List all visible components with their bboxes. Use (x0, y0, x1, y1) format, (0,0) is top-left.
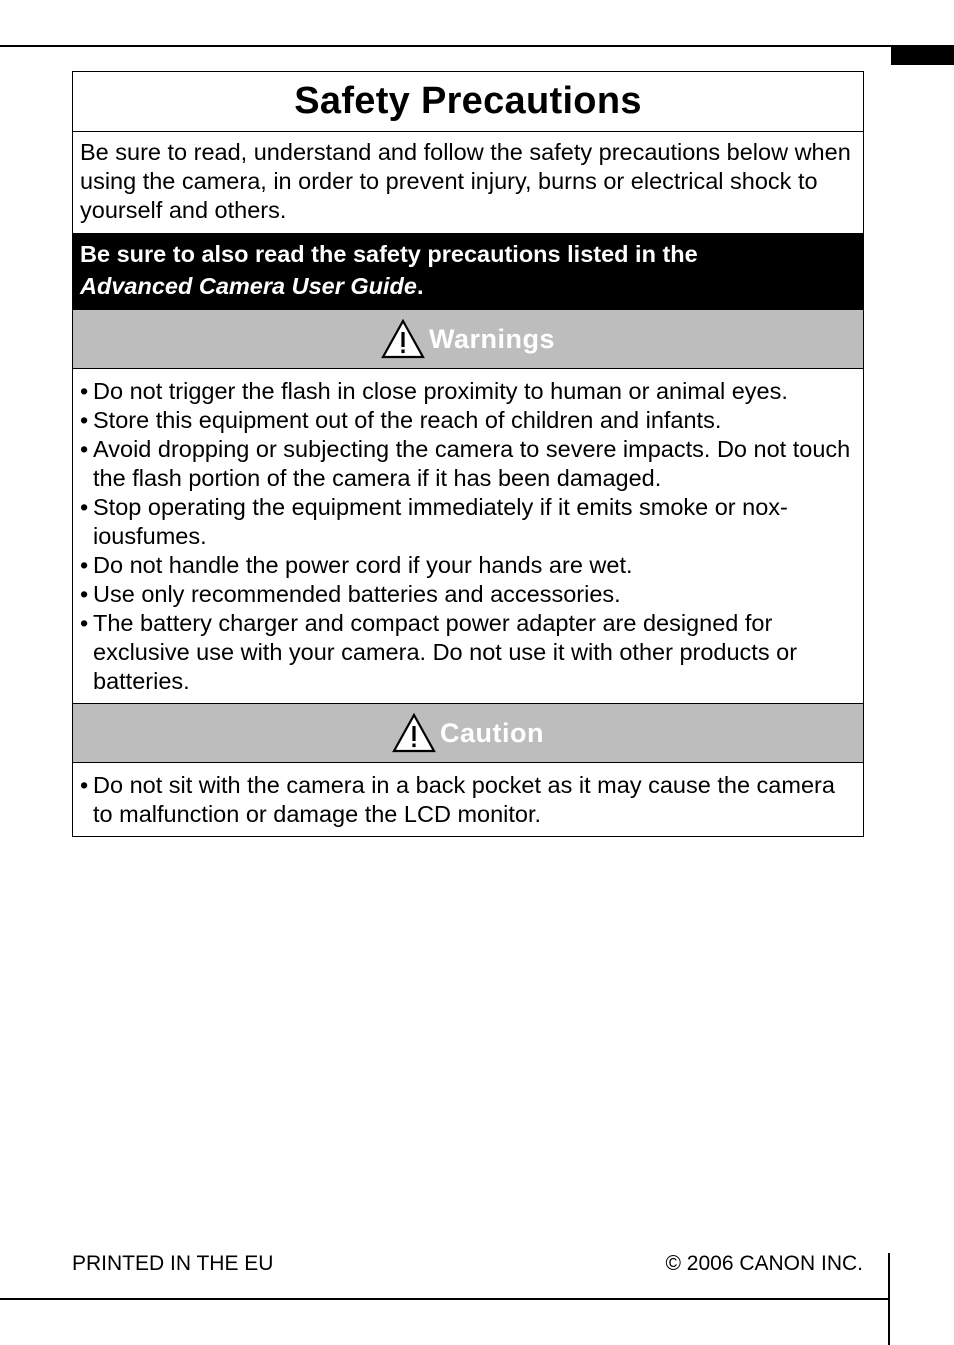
list-item: • The battery charger and compact power adapter are designed for exclusive use with your camera. Do not use it with other products or batteries. (80, 610, 798, 694)
safety-sheet (72, 71, 864, 837)
intro-text: Be sure to read, understand and follow the safety precautions below when using the camera, in order to prevent injury, burns or electrical shock to yourself and others. (80, 139, 851, 223)
bullet: • (80, 436, 89, 462)
bottom-rule (0, 1298, 890, 1300)
crop-mark (888, 1253, 890, 1345)
corner-tab (891, 45, 954, 65)
top-rule (0, 45, 892, 47)
warning-triangle-icon (381, 319, 425, 359)
caution-label: Caution (440, 717, 544, 748)
bullet: • (80, 407, 89, 433)
print-origin: PRINTED IN THE EU (72, 1252, 274, 1275)
warnings-header (73, 309, 863, 369)
list-item: • Do not sit with the camera in a back pocket as it may cause the camera to malfunction or damage the LCD monitor. (80, 772, 835, 827)
bullet: • (80, 610, 89, 636)
warnings-list (73, 369, 863, 703)
bullet: • (80, 552, 89, 578)
list-item: • Avoid dropping or subjecting the camera to severe impacts. Do not touch the flash portion of the camera if it has been damaged. (80, 436, 851, 491)
caution-list (73, 763, 863, 836)
list-item: • Do not trigger the flash in close proximity to human or animal eyes. (80, 378, 788, 404)
notice-text: Be sure to also read the safety precautions listed in the (80, 241, 698, 267)
list-item: • Stop operating the equipment immediately if it emits smoke or nox-iousfumes. (80, 494, 788, 549)
bullet: • (80, 581, 89, 607)
notice-end: . (416, 273, 424, 299)
caution-header (73, 703, 863, 763)
list-item: • Use only recommended batteries and accessories. (80, 581, 621, 607)
guide-notice (73, 233, 863, 309)
guide-title: Advanced Camera User Guide (80, 273, 417, 299)
warnings-label: Warnings (428, 323, 555, 354)
bullet: • (80, 772, 89, 798)
warning-triangle-icon (392, 713, 436, 753)
page-title: Safety Precautions (73, 72, 863, 132)
list-item: • Do not handle the power cord if your hands are wet. (80, 552, 633, 578)
list-item: • Store this equipment out of the reach of children and infants. (80, 407, 722, 433)
copyright: © 2006 CANON INC. (665, 1252, 863, 1275)
bullet: • (80, 494, 89, 520)
bullet: • (80, 378, 89, 404)
